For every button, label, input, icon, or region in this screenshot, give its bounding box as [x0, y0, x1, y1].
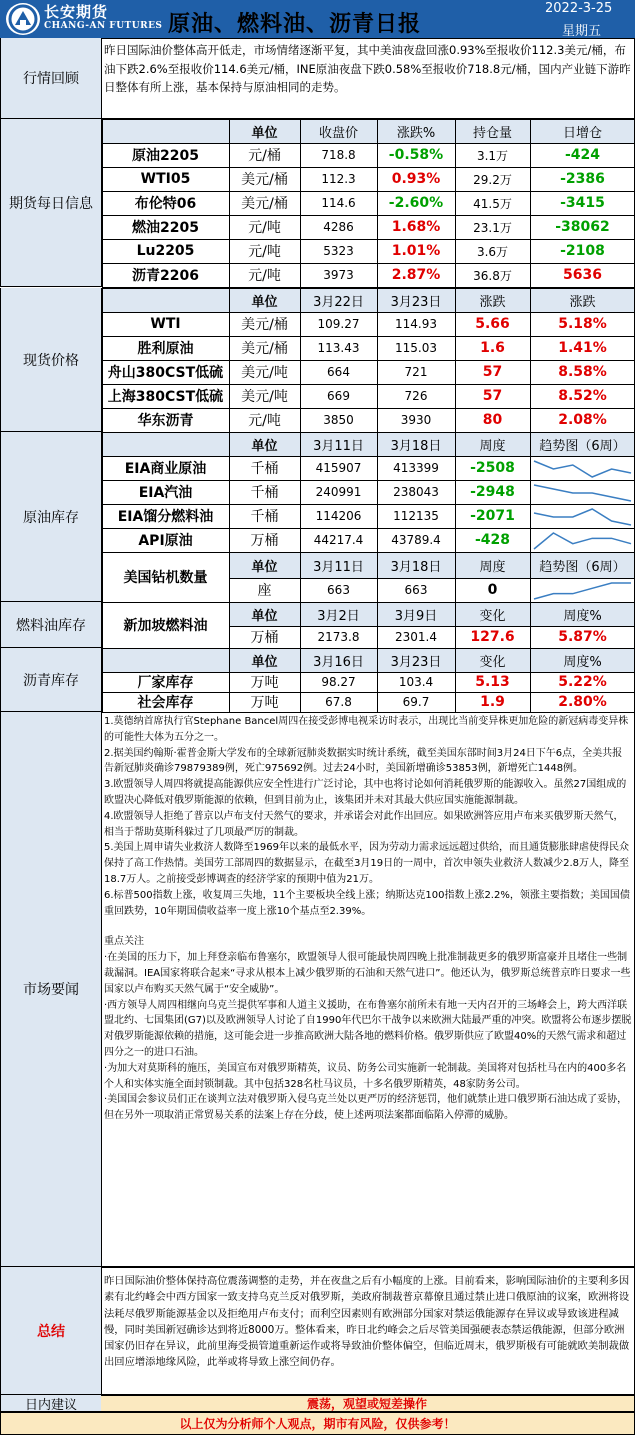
grid-line [530, 432, 531, 552]
grid-line [102, 288, 635, 289]
grid-line [102, 288, 103, 432]
grid-line [377, 432, 378, 552]
spot-row-change-pct: 5.18% [558, 316, 607, 332]
grid-line [102, 602, 103, 648]
spot-row-change: 57 [482, 388, 503, 404]
grid-line [530, 119, 531, 287]
crude-inventory-row-unit: 千桶 [250, 485, 279, 501]
column-header: 单位 [229, 552, 300, 578]
futures-row-open-interest: 3.1万 [476, 148, 509, 163]
grid-line [455, 119, 456, 287]
summary-box [101, 1267, 635, 1395]
fuel-oil-inventory-name: 新加坡燃料油 [123, 618, 208, 634]
asphalt-inventory-row-value-1: 67.8 [325, 695, 352, 709]
grid-line [229, 432, 230, 552]
futures-row-unit: 元/吨 [248, 244, 281, 260]
spot-row-name: WTI [150, 316, 181, 332]
futures-row-unit: 元/吨 [248, 268, 281, 284]
focus-item: ·在美国的压力下，加上拜登亲临布鲁塞尔，欧盟领导人很可能最快周四晚上批准制裁更多的俄罗斯富豪并且堵住一些制裁漏洞。IEA国家将联合起来“寻求从根本上减少俄罗斯的石油和天然气进口”。他还认为，俄罗斯总统普京昨日要求一些国家以卢布购买天然气属于“安全威胁”。 [104, 952, 631, 995]
futures-row-open-interest: 23.1万 [473, 220, 512, 235]
grid-line [377, 119, 378, 287]
grid-line [377, 288, 378, 432]
spot-row-name: 舟山380CST低硫 [107, 365, 224, 381]
sparkline-path [534, 509, 631, 525]
column-header: 3月18日 [377, 432, 455, 456]
column-header: 涨跌 [530, 288, 635, 312]
asphalt-inventory-row-value-2: 69.7 [402, 695, 430, 709]
column-header: 3月9日 [377, 602, 455, 626]
grid-line [102, 239, 635, 240]
grid-line [300, 432, 301, 552]
focus-item: ·为加大对莫斯科的施压，美国宣布对俄罗斯精英，议员、防务公司实施新一轮制裁。美国将对包括杜马在内的400多名个人和实体实施全面封锁制裁。其中包括328名杜马议员，十多名俄罗斯精英，48家防务公司。 [104, 1062, 627, 1090]
trend-sparkline-eia_crude [532, 456, 633, 480]
section-label-fuel-oil-inventory: 燃料油库存 [0, 602, 102, 648]
spot-row-unit: 美元/吨 [241, 365, 288, 381]
futures-row-change: 0.93% [391, 171, 441, 187]
brand-logo-icon [6, 3, 40, 35]
grid-line [300, 552, 301, 602]
spot-row-change: 80 [482, 412, 503, 428]
grid-line [300, 602, 301, 648]
futures-row-unit: 美元/桶 [241, 172, 288, 188]
grid-line [300, 648, 301, 712]
news-item: 2.据美国约翰斯·霍普金斯大学发布的全球新冠肺炎数据实时统计系统，截至美国东部时间3月24日下午6点，全美共报告新冠肺炎确诊79879389例，死亡975692例。过去24小时，美国新增确诊53853例，新增死亡1448例。 [104, 747, 623, 775]
grid-line [300, 288, 301, 432]
grid-line [300, 119, 301, 287]
column-header: 单位 [229, 432, 300, 456]
spot-row-price-1: 664 [327, 365, 350, 379]
report-date: 2022-3-25 [545, 1, 613, 16]
grid-line [102, 648, 103, 712]
rig-count-name: 美国钻机数量 [123, 570, 208, 586]
focus-item: ·美国国会参议员们正在谈判立法对俄罗斯入侵乌克兰处以更严厉的经济惩罚，他们就禁止进口俄罗斯石油达成了妥协，但在另外一项取消正常贸易关系的法案上存在分歧，使上述两项法案都面临陷入停滞的威胁。 [104, 1094, 628, 1122]
futures-row-daily-add: 5636 [563, 267, 602, 283]
column-header: 单位 [229, 119, 300, 143]
spot-row-unit: 美元/吨 [241, 389, 288, 405]
column-header: 涨跌% [377, 119, 455, 143]
spot-row-change-pct: 2.08% [558, 412, 607, 428]
trend-sparkline-eia_gasoline [532, 480, 633, 504]
spot-row-price-2: 726 [404, 389, 428, 403]
futures-row-name: WTI05 [140, 171, 191, 187]
grid-line [102, 119, 635, 120]
news-item: 6.标普500指数上涨，收复周三失地，11个主要板块全线上涨；纳斯达克100指数上涨2.2%，领涨主要指数；美国国债重回跌势，10年期国债收益率一度上涨10个基点至2.39%。 [104, 889, 630, 917]
crude-inventory-row-value-1: 240991 [315, 485, 362, 499]
rig-count-value-2: 663 [404, 583, 428, 597]
futures-row-name: 原油2205 [132, 148, 199, 164]
spot-row-name: 胜利原油 [137, 341, 194, 357]
spot-row-price-2: 3930 [400, 413, 432, 427]
grid-line [102, 119, 103, 287]
asphalt-inventory-row-change-pct: 2.80% [558, 694, 607, 710]
focus-item: ·西方领导人周四相继向乌克兰提供军事和人道主义援助，在布鲁塞尔前所未有地一天内召开的三场峰会上，跨大西洋联盟北约、七国集团(G7)以及欧洲领导人讨论了自1990年代巴尔干战争以来欧洲大陆最严重的冲突。欧盟将公布逐步摆脱对俄罗斯能源依赖的措施，这可能会进一步推高欧洲大陆各地的燃料价格。俄罗斯供应了欧盟40%的天然气需求和超过四分之一的进口石油。 [104, 999, 632, 1058]
spot-row-price-1: 669 [327, 389, 350, 403]
review-box [101, 38, 635, 119]
news-item: 3.欧盟领导人周四将就提高能源供应安全性进行广泛讨论，其中也将讨论如何消耗俄罗斯的能源收入。虽然27国组成的欧盟决心降低对俄罗斯能源的依赖，但到目前为止，该集团并未对其最大供应国实施能源制裁。 [104, 779, 627, 806]
crude-inventory-row-unit: 千桶 [250, 509, 279, 525]
futures-row-change: 1.68% [391, 219, 441, 235]
spot-row-price-2: 115.03 [395, 341, 437, 355]
grid-line [455, 552, 456, 602]
spot-row-change: 57 [482, 364, 503, 380]
futures-row-close: 4286 [323, 220, 354, 234]
grid-line [229, 552, 230, 602]
crude-inventory-row-name: EIA汽油 [138, 485, 193, 501]
column-header: 单位 [229, 288, 300, 312]
grid-line [102, 480, 635, 481]
asphalt-inventory-row-change-pct: 5.22% [558, 674, 607, 690]
futures-row-open-interest: 3.6万 [476, 244, 509, 259]
brand-name-en: CHANG-AN FUTURES [44, 21, 163, 31]
grid-line [530, 552, 531, 602]
focus-title: 重点关注 [104, 936, 144, 948]
fuel-oil-inventory-value-2: 2301.4 [395, 630, 437, 644]
section-label-asphalt-inventory: 沥青库存 [0, 648, 102, 712]
trend-sparkline-eia_distillate [532, 504, 633, 528]
grid-line [102, 456, 635, 457]
column-header: 3月22日 [300, 288, 377, 312]
grid-line [102, 602, 635, 603]
news-item: 5.美国上周申请失业救济人数降至1969年以来的最低水平，因为劳动力需求远远超过供给，而且通货膨胀肆虐使得民众保持了高工作热情。美国劳工部周四的数据显示，在截至3月19日的一周中，首次申领失业救济人数减少2.8万人，降至18.7万人。之前接受彭博调查的经济学家的预期中值为21万。 [104, 842, 629, 885]
asphalt-inventory-row-name: 厂家库存 [137, 675, 194, 691]
grid-line [102, 504, 635, 505]
column-header: 变化 [455, 602, 530, 626]
grid-line [455, 648, 456, 712]
grid-line [102, 143, 635, 144]
disclaimer-footer: 以上仅为分析师个人观点，期市有风险，仅供参考！ [0, 1412, 635, 1435]
news-item: 1.莫德纳首席执行官Stephane Bancel周四在接受彭博电视采访时表示，出现比当前变异株更加危险的新冠病毒变异株的可能性大体为五分之一。 [104, 716, 629, 743]
grid-line [102, 672, 635, 673]
futures-row-close: 112.3 [321, 172, 356, 186]
news-list [104, 714, 632, 1124]
crude-inventory-row-value-1: 44217.4 [313, 533, 364, 547]
report-weekday: 星期五 [562, 24, 602, 39]
grid-line [102, 167, 635, 168]
trend-sparkline-rig-count [532, 578, 633, 602]
crude-inventory-row-weekly-change: -2071 [470, 508, 515, 524]
rig-count-value-1: 663 [327, 583, 350, 597]
futures-row-close: 718.8 [321, 148, 356, 162]
grid-line [377, 602, 378, 648]
column-header: 日增仓 [530, 119, 635, 143]
spot-row-price-1: 113.43 [317, 341, 360, 355]
asphalt-inventory-row-unit: 万吨 [250, 675, 279, 691]
futures-row-unit: 元/吨 [248, 220, 281, 236]
futures-row-open-interest: 29.2万 [473, 172, 512, 187]
crude-inventory-row-weekly-change: -2948 [470, 484, 515, 500]
grid-line [455, 602, 456, 648]
futures-row-change: -2.60% [388, 195, 444, 211]
grid-line [102, 528, 635, 529]
futures-row-close: 3973 [323, 268, 354, 282]
rig-count-unit: 座 [257, 583, 272, 599]
asphalt-inventory-row-value-2: 103.4 [398, 675, 434, 689]
grid-line [455, 288, 456, 432]
crude-inventory-row-value-2: 43789.4 [391, 533, 441, 547]
grid-line [102, 360, 635, 361]
futures-row-open-interest: 36.8万 [473, 268, 512, 283]
sparkline-path [534, 583, 631, 599]
section-label-crude-inventory: 原油库存 [0, 432, 102, 602]
futures-row-change: 2.87% [391, 267, 441, 283]
futures-row-name: 沥青2206 [132, 268, 199, 284]
column-header: 3月23日 [377, 288, 455, 312]
advice-box [101, 1395, 635, 1412]
grid-line [102, 648, 635, 649]
sparkline-path [534, 461, 631, 477]
grid-line [102, 384, 635, 385]
column-header: 3月11日 [300, 552, 377, 578]
crude-inventory-row-value-1: 114206 [315, 509, 362, 523]
fuel-oil-inventory-change: 127.6 [470, 629, 515, 645]
asphalt-inventory-row-change: 1.9 [480, 694, 505, 710]
news-item: 4.欧盟领导人拒绝了普京以卢布支付天然气的要求，并承诺会对此作出回应。如果欧洲答应用卢布来买俄罗斯天然气，相当于帮助莫斯科躲过了几项最严厉的制裁。 [104, 810, 624, 838]
asphalt-inventory-row-value-1: 98.27 [321, 675, 356, 689]
spot-row-name: 华东沥青 [137, 413, 194, 429]
futures-row-name: Lu2205 [136, 243, 195, 259]
column-header: 周度% [530, 648, 635, 672]
spot-row-price-1: 3850 [323, 413, 354, 427]
futures-row-daily-add: -2108 [560, 243, 605, 259]
asphalt-inventory-row-unit: 万吨 [250, 695, 279, 711]
spot-row-unit: 元/吨 [248, 413, 281, 429]
futures-row-name: 燃油2205 [132, 220, 199, 236]
grid-line [102, 432, 635, 433]
column-header: 变化 [455, 648, 530, 672]
crude-inventory-row-unit: 千桶 [250, 461, 279, 477]
spot-row-price-1: 109.27 [317, 317, 360, 331]
futures-row-open-interest: 41.5万 [473, 196, 512, 211]
grid-line [229, 648, 230, 712]
grid-line [102, 191, 635, 192]
grid-line [102, 432, 103, 552]
column-header: 持仓量 [455, 119, 530, 143]
crude-inventory-row-weekly-change: -428 [474, 532, 511, 548]
trend-sparkline-api_crude [532, 528, 633, 552]
grid-line [102, 312, 635, 313]
column-header: 单位 [229, 648, 300, 672]
grid-line [229, 626, 635, 627]
spot-row-change-pct: 1.41% [558, 340, 607, 356]
spacer [104, 919, 632, 934]
crude-inventory-row-value-2: 112135 [393, 509, 439, 523]
crude-inventory-row-name: EIA商业原油 [124, 461, 207, 477]
column-header: 3月18日 [377, 552, 455, 578]
grid-line [102, 552, 103, 602]
column-header: 3月23日 [377, 648, 455, 672]
fuel-oil-inventory-change-pct: 5.87% [558, 629, 607, 645]
asphalt-inventory-row-change: 5.13 [475, 674, 510, 690]
spot-row-price-2: 721 [404, 365, 428, 379]
section-label-futures: 期货每日信息 [0, 119, 102, 287]
grid-line [530, 602, 531, 648]
grid-line [102, 552, 635, 553]
grid-line [455, 432, 456, 552]
grid-line [229, 119, 230, 287]
report-title: 原油、燃料油、沥青日报 [168, 12, 422, 37]
spot-row-change-pct: 8.58% [558, 364, 607, 380]
page-header [0, 0, 635, 38]
fuel-oil-inventory-unit: 万桶 [250, 630, 279, 646]
grid-line [102, 336, 635, 337]
futures-row-daily-add: -3415 [560, 195, 605, 211]
spot-row-change-pct: 8.52% [558, 388, 607, 404]
grid-line [377, 552, 378, 602]
section-label-news: 市场要闻 [0, 712, 102, 1267]
spot-row-price-2: 114.93 [395, 317, 437, 331]
section-label-spot: 现货价格 [0, 288, 102, 432]
spot-row-change: 5.66 [475, 316, 510, 332]
futures-row-unit: 美元/桶 [241, 196, 288, 212]
column-header: 趋势图（6周） [530, 432, 635, 456]
crude-inventory-row-value-2: 238043 [393, 485, 439, 499]
futures-row-change: 1.01% [391, 243, 441, 259]
spot-row-name: 上海380CST低硫 [107, 389, 224, 405]
crude-inventory-row-name: EIA馏分燃料油 [117, 509, 214, 525]
crude-inventory-row-unit: 万桶 [250, 533, 279, 549]
grid-line [229, 288, 230, 432]
column-header: 单位 [229, 602, 300, 626]
crude-inventory-row-weekly-change: -2508 [470, 460, 515, 476]
grid-line [102, 408, 635, 409]
fuel-oil-inventory-value-1: 2173.8 [317, 630, 360, 644]
futures-row-name: 布伦特06 [134, 196, 197, 212]
column-header: 收盘价 [300, 119, 377, 143]
column-header: 涨跌 [455, 288, 530, 312]
grid-line [102, 263, 635, 264]
section-label-advice: 日内建议 [0, 1395, 102, 1412]
grid-line [229, 578, 635, 579]
section-label-summary: 总结 [0, 1267, 102, 1395]
futures-row-daily-add: -2386 [560, 171, 605, 187]
review-text: 昨日国际油价整体高开低走，市场情绪逐渐平复，其中美油夜盘回涨0.93%至报收价112.3美元/桶，布油下跌2.6%至报收价114.6美元/桶，INE原油夜盘下跌0.58%至报收价718.8元/桶，国内产业链下游昨日整体有所上涨，基本保持与原油相同的走势。 [104, 43, 631, 94]
column-header: 3月11日 [300, 432, 377, 456]
section-label-review: 行情回顾 [0, 38, 102, 119]
sparkline-path [534, 485, 631, 501]
crude-inventory-row-value-1: 415907 [315, 461, 362, 475]
column-header: 周度 [455, 552, 530, 578]
grid-line [229, 602, 230, 648]
summary-text: 昨日国际油价整体保持高位震荡调整的走势，并在夜盘之后有小幅度的上涨。目前看来，影响国际油价的主要利多因素有北约峰会中西方国家一致支持乌克兰反对俄罗斯，美政府制裁普京幕僚且通过禁止进口俄原油的议案，欧洲将设法耗尽俄罗斯能源基金以及拒绝用卢布支付；而利空因素则有欧洲部分国家对禁运俄能源存在异议或导致该进程减慢，同时美国新冠确诊达到将近8000万。整体看来，昨日北约峰会之后尽管美国强硬表态禁运俄能源，但部分欧洲国家仍旧存在异议，此前里海受损管道重新运作或将导致油价整体偏空，但临近周末，俄罗斯极有可能就欧美制裁做出回应增添地缘风险，此举或将导致上涨空间仍存。 [104, 1275, 630, 1369]
futures-row-change: -0.58% [388, 147, 444, 163]
futures-row-daily-add: -424 [564, 147, 601, 163]
rig-count-weekly-change: 0 [487, 582, 498, 598]
asphalt-inventory-row-name: 社会库存 [137, 695, 194, 711]
grid-line [530, 648, 531, 712]
spot-row-change: 1.6 [480, 340, 505, 356]
advice-text: 震荡，观望或短差操作 [306, 1397, 427, 1411]
futures-row-close: 114.6 [321, 196, 356, 210]
crude-inventory-row-name: API原油 [138, 533, 193, 549]
grid-line [102, 215, 635, 216]
grid-line [102, 692, 635, 693]
futures-row-daily-add: -38062 [555, 219, 610, 235]
column-header: 3月16日 [300, 648, 377, 672]
brand-name: 长安期货 [44, 3, 109, 21]
grid-line [530, 288, 531, 432]
spot-row-unit: 美元/桶 [241, 317, 288, 333]
futures-row-close: 5323 [323, 244, 354, 258]
spot-row-unit: 美元/桶 [241, 341, 288, 357]
grid-line [377, 648, 378, 712]
crude-inventory-row-value-2: 413399 [393, 461, 439, 475]
column-header: 周度% [530, 602, 635, 626]
column-header: 趋势图（6周） [530, 552, 635, 578]
column-header: 周度 [455, 432, 530, 456]
column-header: 3月2日 [300, 602, 377, 626]
sparkline-path [534, 533, 631, 549]
futures-row-unit: 元/桶 [248, 148, 281, 164]
